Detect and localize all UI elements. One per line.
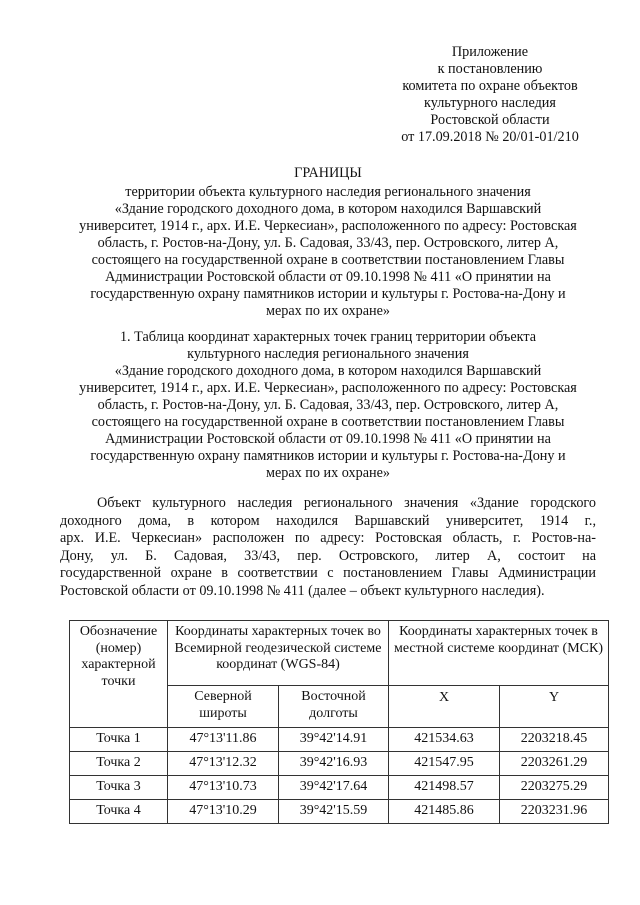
- appendix-line: к постановлению: [437, 61, 543, 77]
- y-cell: 2203261.29: [500, 752, 609, 776]
- title-line: Администрации Ростовской области от 09.10.1998 № 411 «О принятии на: [105, 269, 551, 285]
- table-row: [70, 800, 609, 824]
- y-cell: 2203218.45: [500, 728, 609, 752]
- title-line: состоящего на государственной охране в соответствии постановлением Главы: [91, 252, 565, 268]
- paragraph-line: доходного дома, в котором находился Варшавский университет, 1914 г.,: [60, 512, 596, 529]
- paragraph-line: Дону, ул. Б. Садовая, 33/43, пер. Островского, литер А, состоит на: [60, 547, 596, 564]
- paragraph-line: арх. И.Е. Черкесиан» расположен по адресу: Ростовская область, г. Ростов-на-: [60, 530, 596, 546]
- longitude-cell: 39°42'14.91: [279, 728, 389, 752]
- y-column-header: Y: [500, 686, 609, 728]
- wgs84-column-header: Координаты характерных точек во Всемирной геодезической системе координат (WGS-84): [168, 621, 389, 686]
- section-line: область, г. Ростов-на-Дону, ул. Б. Садовая, 33/43, пер. Островского, литер А,: [97, 397, 559, 413]
- object-description-paragraph: [60, 495, 596, 600]
- y-cell: 2203275.29: [500, 776, 609, 800]
- x-cell: 421498.57: [389, 776, 500, 800]
- title-line: мерах по их охране»: [266, 303, 390, 319]
- point-cell: Точка 4: [70, 800, 168, 824]
- paragraph-line: Ростовской области от 09.10.1998 № 411 (далее – объект культурного наследия).: [60, 582, 545, 599]
- msk-column-header: Координаты характерных точек в местной системе координат (МСК): [389, 621, 609, 686]
- y-cell: 2203231.96: [500, 800, 609, 824]
- x-cell: 421547.95: [389, 752, 500, 776]
- table-row: [70, 776, 609, 800]
- paragraph-line: государственной охране в соответствии с постановлением Главы Администрации: [60, 565, 596, 581]
- appendix-line: комитета по охране объектов: [402, 78, 578, 94]
- title-line: «Здание городского доходного дома, в котором находился Варшавский: [114, 201, 542, 217]
- table-row: [70, 728, 609, 752]
- longitude-cell: 39°42'16.93: [279, 752, 389, 776]
- document-title-block: [60, 165, 596, 320]
- title-line: область, г. Ростов-на-Дону, ул. Б. Садовая, 33/43, пер. Островского, литер А,: [97, 235, 559, 251]
- section-line: университет, 1914 г., арх. И.Е. Черкесиан», расположенного по адресу: Ростовская: [79, 380, 577, 396]
- section-line: 1. Таблица координат характерных точек границ территории объекта: [119, 329, 537, 345]
- point-cell: Точка 1: [70, 728, 168, 752]
- latitude-cell: 47°13'10.73: [168, 776, 279, 800]
- longitude-cell: 39°42'17.64: [279, 776, 389, 800]
- title-line: территории объекта культурного наследия регионального значения: [125, 184, 531, 200]
- appendix-line: Приложение: [451, 44, 529, 60]
- paragraph-line: Объект культурного наследия регионального значения «Здание городского: [97, 495, 596, 511]
- point-cell: Точка 2: [70, 752, 168, 776]
- table-header-row: [70, 621, 609, 686]
- latitude-cell: 47°13'12.32: [168, 752, 279, 776]
- latitude-cell: 47°13'10.29: [168, 800, 279, 824]
- coordinates-table: [69, 620, 609, 824]
- longitude-column-header: Восточной долготы: [279, 686, 389, 728]
- title-line: университет, 1914 г., арх. И.Е. Черкесиан», расположенного по адресу: Ростовская: [79, 218, 577, 234]
- table-row: [70, 752, 609, 776]
- point-cell: Точка 3: [70, 776, 168, 800]
- section-line: культурного наследия регионального значения: [187, 346, 469, 362]
- latitude-column-header: Северной широты: [168, 686, 279, 728]
- section-line: государственную охрану памятников истории и культуры г. Ростова-на-Дону и: [90, 448, 566, 464]
- section-line: мерах по их охране»: [266, 465, 390, 481]
- point-column-header: Обозначение (номер) характерной точки: [70, 621, 168, 728]
- section-line: состоящего на государственной охране в соответствии постановлением Главы: [91, 414, 565, 430]
- title-line: государственную охрану памятников истории и культуры г. Ростова-на-Дону и: [90, 286, 566, 302]
- x-cell: 421485.86: [389, 800, 500, 824]
- x-column-header: X: [389, 686, 500, 728]
- appendix-line: культурного наследия: [424, 95, 556, 111]
- x-cell: 421534.63: [389, 728, 500, 752]
- appendix-date-number: от 17.09.2018 № 20/01-01/210: [401, 129, 579, 145]
- latitude-cell: 47°13'11.86: [168, 728, 279, 752]
- section-1-heading: [60, 329, 596, 482]
- appendix-header: [380, 44, 600, 146]
- section-line: Администрации Ростовской области от 09.10.1998 № 411 «О принятии на: [105, 431, 551, 447]
- section-line: «Здание городского доходного дома, в котором находился Варшавский: [114, 363, 542, 379]
- appendix-line: Ростовской области: [430, 112, 550, 128]
- longitude-cell: 39°42'15.59: [279, 800, 389, 824]
- document-heading: ГРАНИЦЫ: [294, 165, 362, 181]
